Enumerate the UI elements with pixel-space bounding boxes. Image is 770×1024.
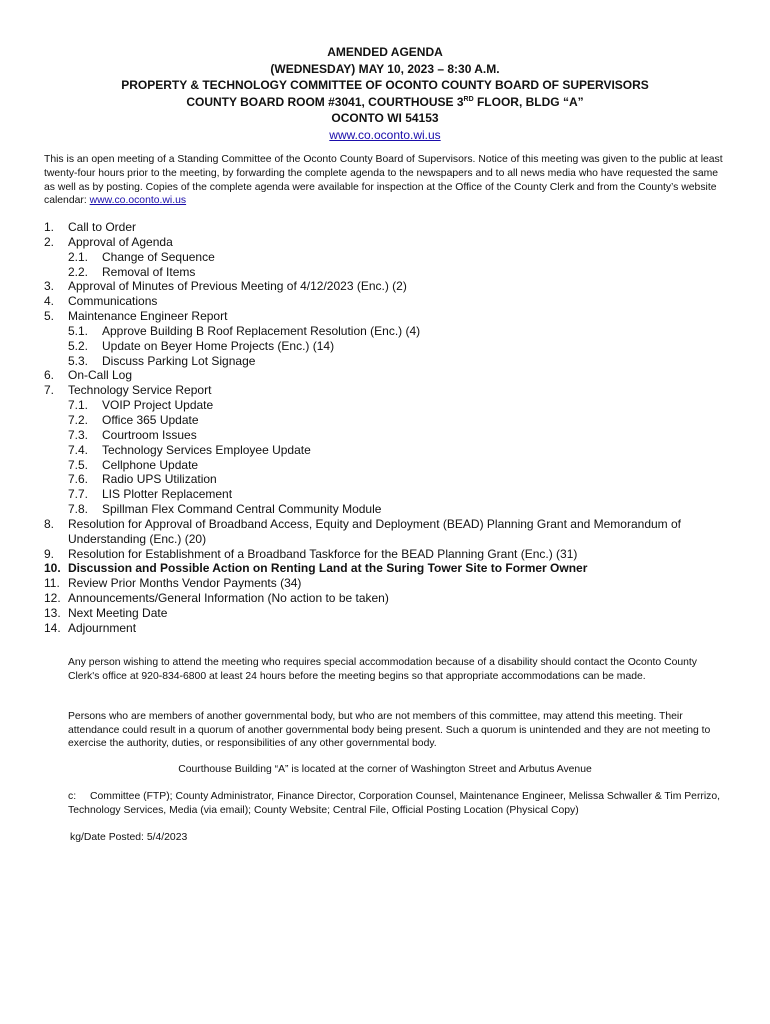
- agenda-item-text: On-Call Log: [68, 368, 133, 383]
- agenda-subitem-text: Courtroom Issues: [102, 427, 197, 442]
- agenda-item-text: Approval of Agenda: [68, 234, 173, 249]
- agenda-subitem-number: 7.4.: [68, 442, 89, 457]
- agenda-item: [44, 294, 734, 309]
- agenda-subitem-number: 5.3.: [68, 353, 89, 368]
- open-meeting-notice: [44, 153, 728, 208]
- agenda-item: [44, 220, 734, 235]
- agenda-subitem-text: Spillman Flex Command Central Community Module: [102, 502, 382, 517]
- quorum-notice: Persons who are members of another governmental body, but who are not members of this committee, may attend this meeting. Their attendance could result in a quorum of another governmental body being present. Such a quorum is unintended and they are not meeting to exercise the authority, duties, or responsibilities of any other governmental body.: [68, 711, 711, 750]
- agenda-item-number: 2.: [44, 234, 55, 249]
- agenda-subitem-number: 7.3.: [68, 427, 89, 442]
- agenda-subitem-text: Discuss Parking Lot Signage: [102, 353, 256, 368]
- meeting-location: [0, 94, 770, 111]
- agenda-item-text: Technology Service Report: [68, 383, 212, 398]
- agenda-subitem: [44, 458, 734, 473]
- agenda-subitem-number: 2.2.: [68, 264, 89, 279]
- committee-name: PROPERTY & TECHNOLOGY COMMITTEE OF OCONTO COUNTY BOARD OF SUPERVISORS: [121, 78, 649, 92]
- agenda-subitem: [44, 265, 734, 280]
- agenda-item-text: Announcements/General Information (No action to be taken): [68, 591, 389, 606]
- agenda-item: [44, 235, 734, 250]
- agenda-item: [44, 383, 734, 398]
- agenda-item-number: 9.: [44, 546, 55, 561]
- agenda-subitem: [44, 413, 734, 428]
- agenda-subitem-number: 7.8.: [68, 502, 89, 517]
- agenda-subitem: [44, 502, 734, 517]
- distribution-list: [68, 790, 728, 817]
- date-posted: kg/Date Posted: 5/4/2023: [70, 832, 188, 843]
- agenda-subitem-text: Removal of Items: [102, 264, 196, 279]
- agenda-item: [44, 591, 734, 606]
- agenda-item-number: 10.: [44, 561, 61, 576]
- cc-recipients: Committee (FTP); County Administrator, Finance Director, Corporation Counsel, Maintenance Engineer, Melissa Schwaller & Tim Perrizo, Technology Services, Media (via email); County Website; Central File, Official Posting Location (Physical Copy): [68, 791, 721, 816]
- agenda-subitem-text: Change of Sequence: [102, 249, 215, 264]
- agenda-subitem-text: VOIP Project Update: [102, 398, 214, 413]
- agenda-subitem-text: Technology Services Employee Update: [102, 442, 311, 457]
- agenda-item-number: 3.: [44, 279, 55, 294]
- agenda-subitem-text: LIS Plotter Replacement: [102, 487, 233, 502]
- agenda-item-text: Next Meeting Date: [68, 605, 168, 620]
- agenda-item-text: Adjournment: [68, 620, 137, 635]
- calendar-link[interactable]: www.co.oconto.wi.us: [89, 195, 187, 207]
- agenda-item-number: 12.: [44, 591, 61, 606]
- agenda-subitem-number: 7.6.: [68, 472, 89, 487]
- agenda-item-number: 4.: [44, 294, 55, 309]
- county-website-link[interactable]: www.co.oconto.wi.us: [329, 127, 441, 142]
- agenda-item-number: 8.: [44, 516, 55, 531]
- location-post: FLOOR, BLDG “A”: [473, 94, 584, 109]
- agenda-item-number: 14.: [44, 620, 61, 635]
- agenda-item-text: Discussion and Possible Action on Renting Land at the Suring Tower Site to Former Owner: [68, 561, 588, 576]
- open-meeting-text: This is an open meeting of a Standing Committee of the Oconto County Board of Supervisors. Notice of this meeting was given to the public at least twenty-four hours prior to the meeting, by forwarding the complete agenda to the newspapers and to all news media who have requested the same as well as by posting. Copies of the complete agenda were available for inspection at the Office of the County Clerk and from the County’s website calendar:: [44, 154, 723, 207]
- building-location-note: Courthouse Building “A” is located at the corner of Washington Street and Arbutus Avenue: [178, 764, 592, 775]
- agenda-subitem-number: 7.5.: [68, 457, 89, 472]
- agenda-subitem: [44, 324, 734, 339]
- agenda-item-text: Communications: [68, 294, 158, 309]
- location-pre: COUNTY BOARD ROOM #3041, COURTHOUSE 3: [186, 94, 464, 109]
- meeting-date: (WEDNESDAY) MAY 10, 2023 – 8:30 A.M.: [270, 61, 500, 76]
- agenda-item: [44, 547, 734, 562]
- agenda-subitem-text: Office 365 Update: [102, 412, 199, 427]
- agenda-subitem-number: 5.2.: [68, 338, 89, 353]
- agenda-subitem: [44, 428, 734, 443]
- agenda-subitem: [44, 398, 734, 413]
- agenda-item-number: 7.: [44, 383, 55, 398]
- agenda-subitem: [44, 339, 734, 354]
- agenda-subitem-text: Cellphone Update: [102, 457, 199, 472]
- agenda-list: [44, 220, 734, 636]
- agenda-item: [44, 606, 734, 621]
- accommodation-notice: Any person wishing to attend the meeting who requires special accommodation because of a disability should contact the Oconto County Clerk's office at 920-834-6800 at least 24 hours before the meeting begins so that appropriate accommodations can be made.: [68, 657, 697, 682]
- agenda-subitem-number: 7.7.: [68, 487, 89, 502]
- agenda-subitem-text: Approve Building B Roof Replacement Resolution (Enc.) (4): [102, 323, 421, 338]
- agenda-item-text: Resolution for Approval of Broadband Access, Equity and Deployment (BEAD) Planning Grant and Memorandum of Understanding (Enc.) (20): [68, 516, 682, 546]
- agenda-title: AMENDED AGENDA: [327, 45, 443, 59]
- agenda-item: [44, 561, 734, 576]
- agenda-subitem-text: Radio UPS Utilization: [102, 472, 217, 487]
- agenda-subitem-number: 5.1.: [68, 323, 89, 338]
- agenda-item-text: Call to Order: [68, 220, 137, 234]
- agenda-item-number: 1.: [44, 220, 55, 234]
- cc-label: c:: [68, 791, 77, 802]
- agenda-item-number: 11.: [44, 576, 60, 591]
- agenda-item: [44, 279, 734, 294]
- agenda-item: [44, 368, 734, 383]
- agenda-item: [44, 309, 734, 324]
- agenda-subitem-text: Update on Beyer Home Projects (Enc.) (14): [102, 338, 335, 353]
- agenda-item-text: Approval of Minutes of Previous Meeting of 4/12/2023 (Enc.) (2): [68, 279, 407, 294]
- agenda-subitem: [44, 487, 734, 502]
- agenda-item-number: 5.: [44, 309, 55, 324]
- agenda-item-number: 6.: [44, 368, 55, 383]
- agenda-subitem-number: 7.2.: [68, 412, 89, 427]
- agenda-item: [44, 517, 734, 547]
- agenda-subitem: [44, 443, 734, 458]
- meeting-city: OCONTO WI 54153: [331, 111, 439, 125]
- agenda-item-text: Resolution for Establishment of a Broadband Taskforce for the BEAD Planning Grant (Enc.) (31): [68, 546, 578, 561]
- agenda-subitem: [44, 472, 734, 487]
- agenda-item: [44, 576, 734, 591]
- agenda-item-text: Review Prior Months Vendor Payments (34): [68, 576, 302, 591]
- agenda-subitem: [44, 250, 734, 265]
- agenda-subitem-number: 7.1.: [68, 398, 89, 413]
- agenda-item-number: 13.: [44, 605, 61, 620]
- location-superscript: RD: [463, 95, 474, 103]
- agenda-header: [0, 44, 770, 143]
- agenda-subitem: [44, 354, 734, 369]
- agenda-subitem-number: 2.1.: [68, 249, 89, 264]
- agenda-item: [44, 621, 734, 636]
- agenda-item-text: Maintenance Engineer Report: [68, 309, 228, 324]
